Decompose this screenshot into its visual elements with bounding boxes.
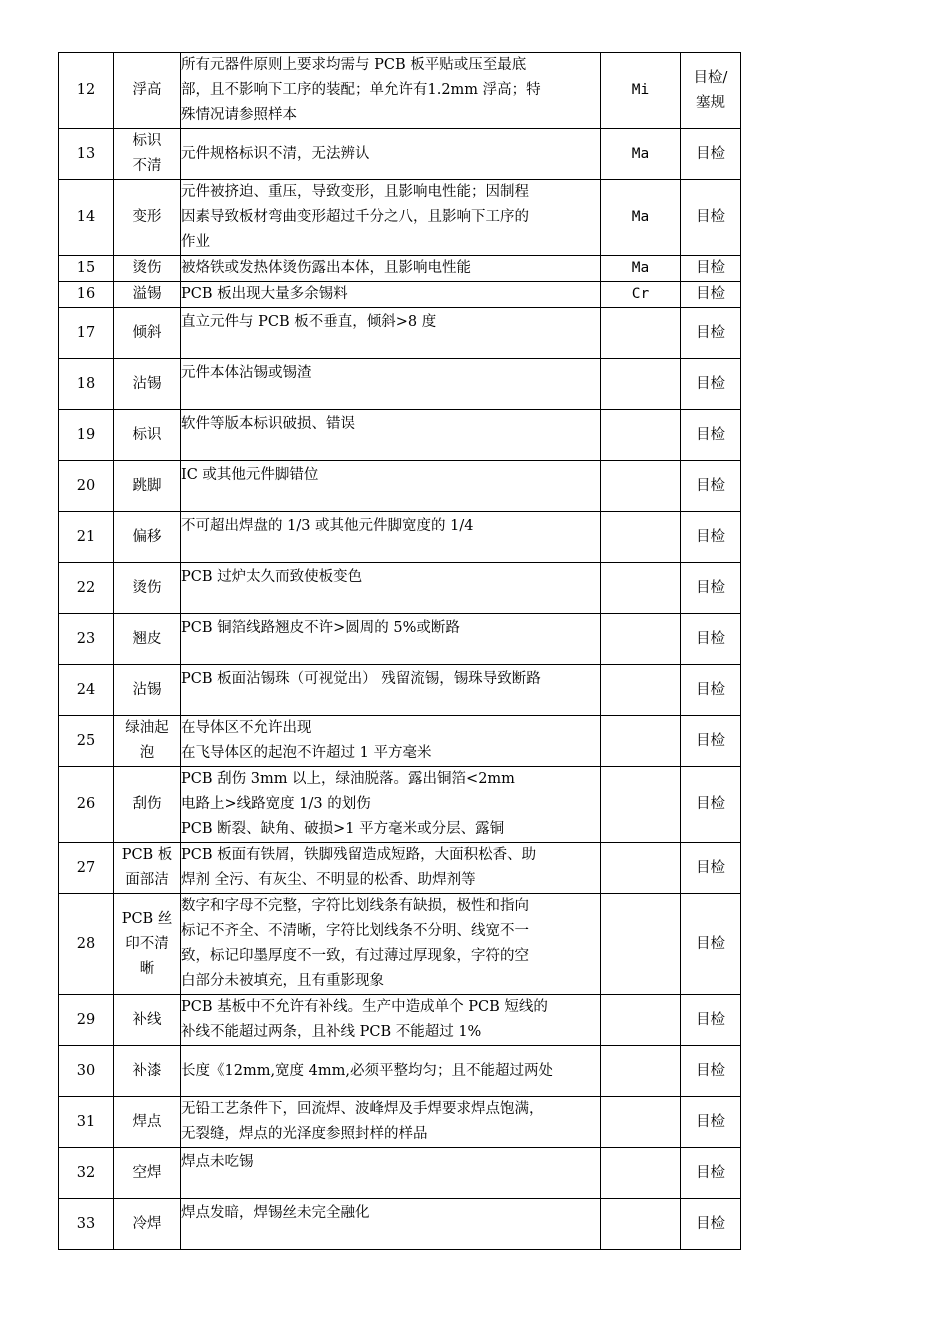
defect-name-line: 补线 — [132, 1011, 162, 1028]
defect-description — [181, 995, 601, 1046]
inspection-method-line: 目检/ — [693, 69, 728, 86]
inspection-method-line: 目检 — [696, 375, 725, 392]
defect-description — [181, 563, 601, 614]
description-line: 元件被挤迫、重压，导致变形，且影响电性能；因制程 — [181, 184, 529, 200]
description-line: 长度《12mm,宽度 4mm,必须平整均匀；且不能超过两处 — [181, 1062, 553, 1079]
inspection-method-line: 目检 — [696, 935, 725, 952]
defect-grade: Ma — [601, 180, 681, 256]
item-number: 14 — [59, 180, 114, 256]
defect-description — [181, 1199, 601, 1250]
inspection-method — [681, 512, 741, 563]
inspection-method-line: 目检 — [696, 796, 725, 812]
defect-description — [181, 461, 601, 512]
table-row — [59, 53, 741, 129]
inspection-method — [681, 308, 741, 359]
table-row — [59, 995, 741, 1046]
defect-name-line: 沾锡 — [132, 375, 162, 392]
inspection-method — [681, 665, 741, 716]
item-number: 31 — [59, 1097, 114, 1148]
defect-name — [114, 461, 181, 512]
table-row — [59, 308, 741, 359]
defect-grade — [601, 1097, 681, 1148]
description-line: 补线不能超过两条，且补线 PCB 不能超过 1% — [181, 1024, 482, 1040]
table-row — [59, 129, 741, 180]
inspection-method — [681, 359, 741, 410]
inspection-method — [681, 282, 741, 308]
description-line: 元件规格标识不清，无法辨认 — [181, 145, 370, 162]
description-line: PCB 断裂、缺角、破损>1 平方毫米或分层、露铜 — [181, 821, 505, 837]
item-number: 28 — [59, 894, 114, 995]
inspection-method — [681, 1046, 741, 1097]
inspection-method-line: 目检 — [696, 209, 725, 225]
defect-name-line: 倾斜 — [132, 324, 162, 341]
inspection-method-line: 目检 — [696, 859, 725, 876]
defect-name — [114, 767, 181, 843]
defect-description — [181, 1097, 601, 1148]
inspection-method-line: 目检 — [696, 1215, 725, 1232]
inspection-method — [681, 53, 741, 129]
defect-description — [181, 410, 601, 461]
defect-grade: Mi — [601, 53, 681, 129]
defect-description — [181, 53, 601, 129]
defect-name-line: 变形 — [132, 209, 162, 225]
item-number: 22 — [59, 563, 114, 614]
defect-name-line: PCB 丝 — [121, 910, 173, 927]
defect-name-line: PCB 板 — [121, 847, 173, 863]
item-number: 20 — [59, 461, 114, 512]
defect-grade — [601, 461, 681, 512]
defect-name — [114, 308, 181, 359]
table-row — [59, 1148, 741, 1199]
item-number: 16 — [59, 282, 114, 308]
defect-grade — [601, 359, 681, 410]
defect-description — [181, 129, 601, 180]
defect-name — [114, 256, 181, 282]
inspection-method-line: 目检 — [696, 1011, 725, 1028]
defect-description — [181, 1046, 601, 1097]
table-row — [59, 767, 741, 843]
defect-name-line: 晰 — [139, 960, 155, 977]
inspection-method-line: 目检 — [696, 324, 725, 341]
description-line: PCB 过炉太久而致使板变色 — [181, 569, 363, 585]
defect-description — [181, 256, 601, 282]
table-row — [59, 894, 741, 995]
defect-grade — [601, 1046, 681, 1097]
table-row — [59, 843, 741, 894]
item-number: 32 — [59, 1148, 114, 1199]
description-line: 作业 — [181, 234, 210, 250]
description-line: 部，且不影响下工序的装配；单允许有1.2mm 浮高；特 — [181, 82, 541, 98]
inspection-method-line: 目检 — [696, 681, 725, 698]
inspection-method-line: 目检 — [696, 732, 725, 749]
table-row — [59, 716, 741, 767]
item-number: 12 — [59, 53, 114, 129]
description-line: 焊剂 全污、有灰尘、不明显的松香、助焊剂等 — [181, 872, 476, 888]
inspection-method — [681, 129, 741, 180]
defect-name — [114, 129, 181, 180]
table-row — [59, 256, 741, 282]
item-number: 18 — [59, 359, 114, 410]
inspection-method — [681, 843, 741, 894]
defect-description — [181, 843, 601, 894]
inspection-method — [681, 1097, 741, 1148]
defect-name-line: 不清 — [132, 158, 162, 174]
inspection-method-line: 目检 — [696, 426, 725, 443]
inspection-table — [58, 52, 741, 1250]
defect-description — [181, 180, 601, 256]
defect-description — [181, 512, 601, 563]
defect-name — [114, 1046, 181, 1097]
defect-name-line: 标识 — [132, 426, 162, 443]
table-row — [59, 563, 741, 614]
defect-name-line: 冷焊 — [132, 1215, 162, 1232]
inspection-method — [681, 716, 741, 767]
description-line: 在飞导体区的起泡不许超过 1 平方毫米 — [181, 745, 432, 761]
defect-description — [181, 665, 601, 716]
description-line: 不可超出焊盘的 1/3 或其他元件脚宽度的 1/4 — [181, 518, 474, 534]
defect-grade: Cr — [601, 282, 681, 308]
defect-description — [181, 716, 601, 767]
table-row — [59, 665, 741, 716]
defect-description — [181, 359, 601, 410]
description-line: PCB 基板中不允许有补线。生产中造成单个 PCB 短线的 — [181, 999, 548, 1015]
table-row — [59, 461, 741, 512]
description-line: PCB 板出现大量多余锡料 — [181, 286, 348, 302]
description-line: 因素导致板材弯曲变形超过千分之八，且影响下工序的 — [181, 209, 529, 225]
defect-name — [114, 995, 181, 1046]
table-row — [59, 1097, 741, 1148]
defect-name-line: 补漆 — [132, 1062, 162, 1079]
defect-name-line: 烫伤 — [132, 579, 162, 596]
defect-name — [114, 410, 181, 461]
defect-name-line: 泡 — [139, 745, 155, 761]
description-line: 被烙铁或发热体烫伤露出本体，且影响电性能 — [181, 260, 471, 276]
table-row — [59, 359, 741, 410]
defect-description — [181, 614, 601, 665]
defect-description — [181, 308, 601, 359]
description-line: 白部分未被填充，且有重影现象 — [181, 973, 384, 989]
description-line: 殊情况请参照样本 — [181, 107, 297, 123]
description-line: 元件本体沾锡或锡渣 — [181, 365, 312, 381]
description-line: 直立元件与 PCB 板不垂直，倾斜>8 度 — [181, 314, 437, 330]
defect-name — [114, 1148, 181, 1199]
table-row — [59, 614, 741, 665]
defect-grade — [601, 767, 681, 843]
item-number: 26 — [59, 767, 114, 843]
inspection-method-line: 目检 — [696, 579, 725, 596]
table-row — [59, 180, 741, 256]
defect-grade — [601, 614, 681, 665]
defect-grade — [601, 894, 681, 995]
description-line: 标记不齐全、不清晰，字符比划线条不分明、线宽不一 — [181, 923, 529, 939]
description-line: 致，标记印墨厚度不一致，有过薄过厚现象，字符的空 — [181, 948, 529, 964]
defect-grade — [601, 665, 681, 716]
item-number: 19 — [59, 410, 114, 461]
defect-name-line: 标识 — [132, 133, 162, 149]
defect-name — [114, 894, 181, 995]
defect-name-line: 偏移 — [132, 528, 162, 545]
description-line: 在导体区不允许出现 — [181, 720, 312, 736]
defect-name — [114, 282, 181, 308]
description-line: 焊点发暗，焊锡丝未完全融化 — [181, 1205, 370, 1221]
defect-name-line: 浮高 — [132, 82, 162, 98]
defect-name-line: 印不清 — [125, 935, 169, 952]
inspection-method — [681, 256, 741, 282]
table-row — [59, 410, 741, 461]
defect-name — [114, 843, 181, 894]
defect-name — [114, 1097, 181, 1148]
inspection-method — [681, 767, 741, 843]
defect-name — [114, 614, 181, 665]
item-number: 30 — [59, 1046, 114, 1097]
defect-name-line: 空焊 — [132, 1164, 162, 1181]
defect-name-line: 沾锡 — [132, 681, 162, 698]
description-line: 所有元器件原则上要求均需与 PCB 板平贴或压至最底 — [181, 57, 527, 73]
defect-name-line: 焊点 — [132, 1113, 162, 1130]
description-line: 数字和字母不完整，字符比划线条有缺损，极性和指向 — [181, 898, 529, 914]
description-line: 无裂缝，焊点的光泽度参照封样的样品 — [181, 1126, 428, 1142]
defect-name — [114, 359, 181, 410]
table-row — [59, 1199, 741, 1250]
defect-description — [181, 767, 601, 843]
item-number: 29 — [59, 995, 114, 1046]
inspection-method — [681, 1148, 741, 1199]
defect-grade — [601, 995, 681, 1046]
defect-name — [114, 512, 181, 563]
description-line: PCB 板面沾锡珠（可视觉出） 残留流锡，锡珠导致断路 — [181, 671, 541, 687]
defect-name-line: 溢锡 — [132, 286, 162, 302]
defect-name — [114, 665, 181, 716]
inspection-method-line: 目检 — [696, 1113, 725, 1130]
defect-name — [114, 53, 181, 129]
defect-name — [114, 1199, 181, 1250]
description-line: 无铅工艺条件下，回流焊、波峰焊及手焊要求焊点饱满， — [181, 1101, 544, 1117]
defect-description — [181, 1148, 601, 1199]
table-row — [59, 282, 741, 308]
item-number: 17 — [59, 308, 114, 359]
item-number: 25 — [59, 716, 114, 767]
item-number: 24 — [59, 665, 114, 716]
description-line: PCB 铜箔线路翘皮不许>圆周的 5%或断路 — [181, 620, 460, 636]
item-number: 27 — [59, 843, 114, 894]
description-line: 电路上>线路宽度 1/3 的划伤 — [181, 796, 371, 812]
description-line: 焊点未吃锡 — [181, 1154, 254, 1170]
defect-name — [114, 563, 181, 614]
description-line: 软件等版本标识破损、错误 — [181, 416, 355, 432]
inspection-method — [681, 894, 741, 995]
defect-name-line: 翘皮 — [132, 630, 162, 647]
defect-name-line: 绿油起 — [125, 720, 169, 736]
inspection-method — [681, 461, 741, 512]
inspection-method — [681, 614, 741, 665]
defect-grade — [601, 1148, 681, 1199]
item-number: 33 — [59, 1199, 114, 1250]
inspection-method-line: 塞规 — [696, 94, 725, 111]
inspection-method-line: 目检 — [696, 630, 725, 647]
defect-name — [114, 716, 181, 767]
inspection-method-line: 目检 — [696, 1062, 725, 1079]
inspection-method-line: 目检 — [696, 477, 725, 494]
defect-grade — [601, 716, 681, 767]
description-line: PCB 板面有铁屑，铁脚残留造成短路，大面积松香、助 — [181, 847, 537, 863]
item-number: 23 — [59, 614, 114, 665]
defect-grade — [601, 308, 681, 359]
inspection-method-line: 目检 — [696, 528, 725, 545]
defect-grade: Ma — [601, 256, 681, 282]
inspection-method — [681, 1199, 741, 1250]
defect-name-line: 面部洁 — [125, 872, 169, 888]
defect-grade — [601, 410, 681, 461]
defect-name-line: 烫伤 — [132, 260, 162, 276]
inspection-table-body — [59, 53, 741, 1250]
defect-grade — [601, 563, 681, 614]
inspection-method — [681, 410, 741, 461]
item-number: 13 — [59, 129, 114, 180]
table-row — [59, 1046, 741, 1097]
item-number: 21 — [59, 512, 114, 563]
defect-description — [181, 282, 601, 308]
defect-description — [181, 894, 601, 995]
defect-grade: Ma — [601, 129, 681, 180]
description-line: IC 或其他元件脚错位 — [181, 467, 319, 483]
inspection-method-line: 目检 — [696, 286, 725, 302]
defect-grade — [601, 1199, 681, 1250]
defect-grade — [601, 512, 681, 563]
defect-grade — [601, 843, 681, 894]
inspection-method-line: 目检 — [696, 260, 725, 276]
description-line: PCB 刮伤 3mm 以上，绿油脱落。露出铜箔<2mm — [181, 771, 515, 787]
inspection-method-line: 目检 — [696, 145, 725, 162]
inspection-method — [681, 995, 741, 1046]
defect-name — [114, 180, 181, 256]
inspection-method-line: 目检 — [696, 1164, 725, 1181]
inspection-method — [681, 180, 741, 256]
defect-name-line: 刮伤 — [132, 796, 162, 812]
defect-name-line: 跳脚 — [132, 477, 162, 494]
item-number: 15 — [59, 256, 114, 282]
table-row — [59, 512, 741, 563]
inspection-method — [681, 563, 741, 614]
